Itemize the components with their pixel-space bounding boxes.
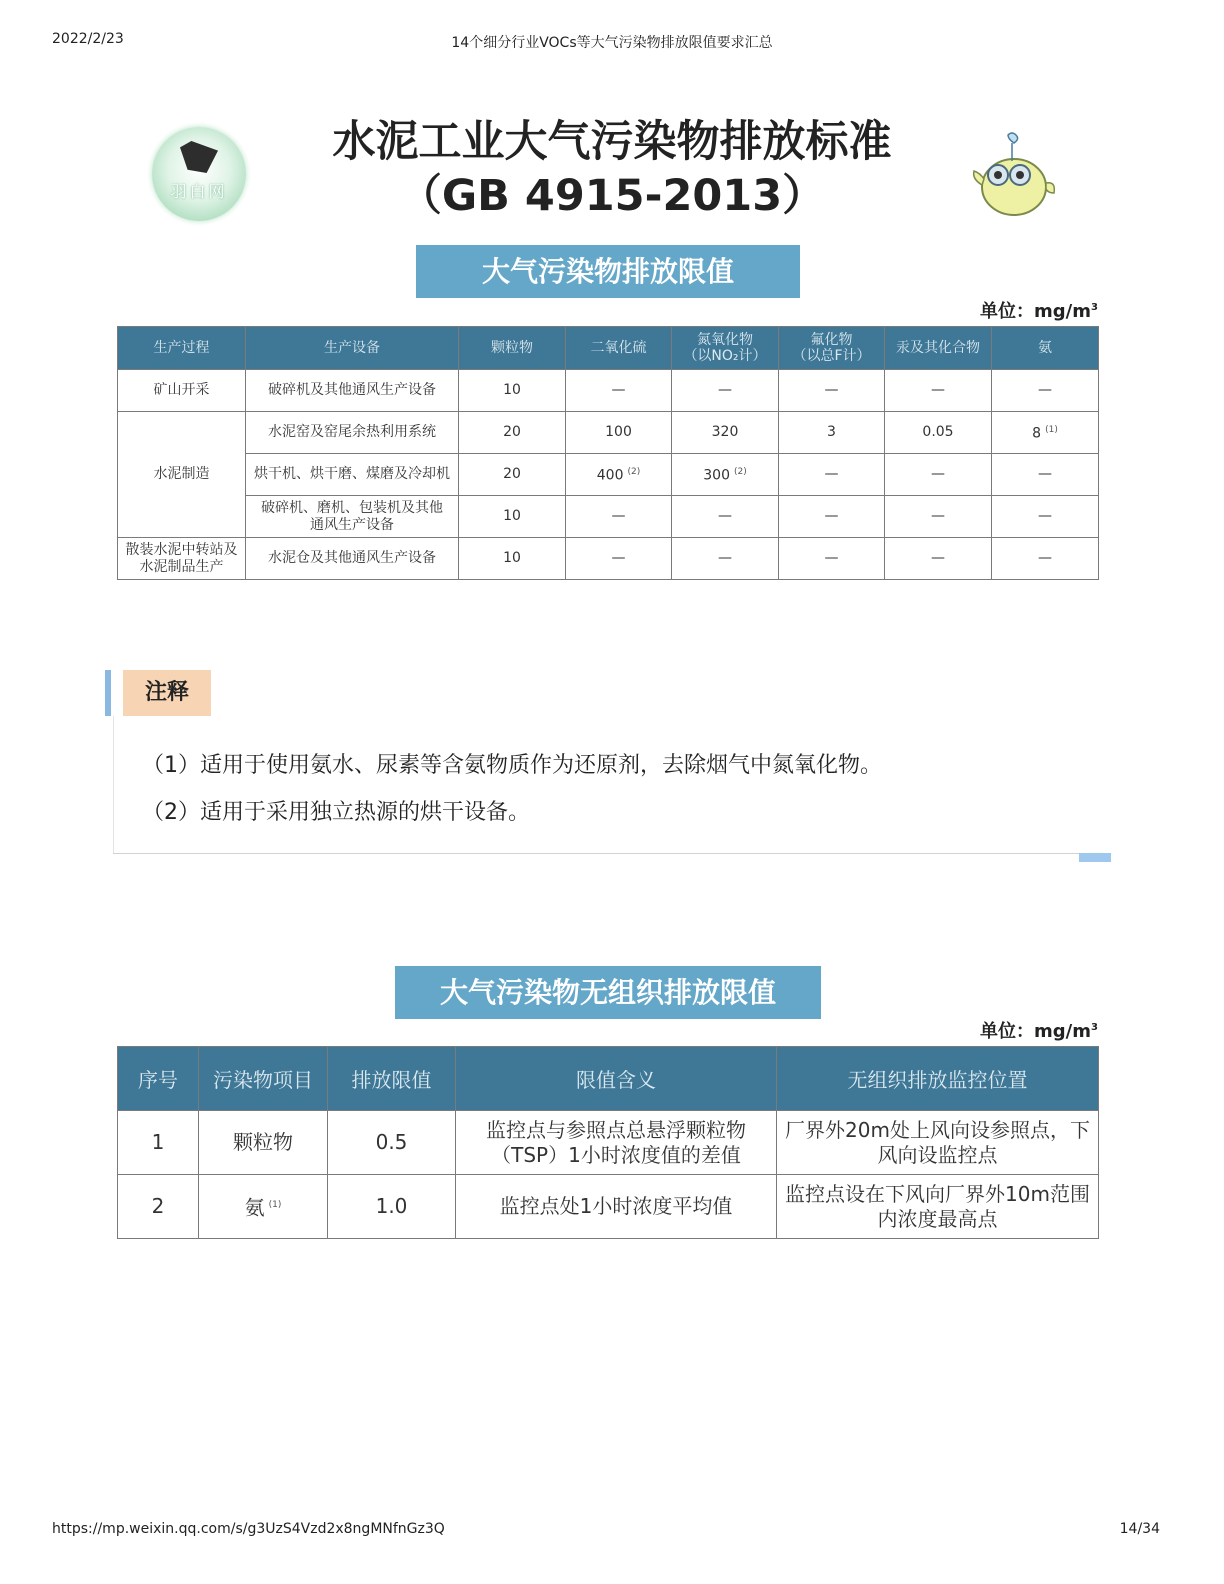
table-header-row	[118, 1047, 1099, 1111]
header-equipment: 生产设备	[246, 327, 459, 370]
cell-nox: —	[672, 538, 779, 580]
print-date: 2022/2/23	[52, 31, 124, 47]
cell-equipment: 烘干机、烘干磨、煤磨及冷却机	[246, 454, 459, 496]
table-row	[118, 454, 1099, 496]
footnote-ref: (2)	[733, 467, 747, 478]
cell-ammonia: 8 $^{(1)}$	[992, 412, 1099, 454]
page-number: 14/34	[1119, 1521, 1160, 1537]
header-no: 序号	[118, 1047, 199, 1111]
standard-code: （GB 4915-2013）	[398, 171, 826, 221]
emission-limits-table	[117, 326, 1099, 580]
cell-fluoride: 3	[779, 412, 885, 454]
cell-item: 氨 $^{(1)}$	[199, 1175, 328, 1239]
print-footer-url: https://mp.weixin.qq.com/s/g3UzS4Vzd2x8ngMNfnGz3Q	[52, 1521, 445, 1537]
header-location: 无组织排放监控位置	[777, 1047, 1099, 1111]
footnote-ref: (1)	[268, 1199, 282, 1210]
cell-limit: 1.0	[328, 1175, 456, 1239]
notes-accent-bar	[105, 670, 111, 716]
table-row	[118, 1111, 1099, 1175]
cell-equipment: 水泥仓及其他通风生产设备	[246, 538, 459, 580]
cell-so2: —	[566, 538, 672, 580]
cell-so2: —	[566, 496, 672, 538]
header-item: 污染物项目	[199, 1047, 328, 1111]
header-ammonia: 氨	[992, 327, 1099, 370]
footnote-ref: (1)	[1045, 425, 1058, 436]
cell-nox: 320	[672, 412, 779, 454]
cell-ammonia: —	[992, 370, 1099, 412]
table-row	[118, 1175, 1099, 1239]
header-nox: 氮氧化物 （以NO₂计）	[672, 327, 779, 370]
cell-pm: 10	[459, 538, 566, 580]
emission-limits-banner: 大气污染物排放限值	[416, 245, 800, 298]
table-row	[118, 412, 1099, 454]
note-item: （2）适用于采用独立热源的烘干设备。	[142, 800, 530, 825]
cell-pm: 10	[459, 370, 566, 412]
cell-meaning: 监控点处1小时浓度平均值	[456, 1175, 777, 1239]
cell-process: 水泥制造	[118, 412, 246, 538]
fugitive-limits-banner: 大气污染物无组织排放限值	[395, 966, 821, 1019]
cell-mercury: —	[885, 454, 992, 496]
cell-fluoride: —	[779, 538, 885, 580]
cell-nox: —	[672, 370, 779, 412]
footnote-ref: (2)	[627, 467, 641, 478]
notes-label: 注释	[123, 670, 211, 716]
cell-nox: —	[672, 496, 779, 538]
table-row	[118, 496, 1099, 538]
cell-fluoride: —	[779, 496, 885, 538]
cell-process: 散装水泥中转站及水泥制品生产	[118, 538, 246, 580]
cell-fluoride: —	[779, 454, 885, 496]
cell-equipment: 水泥窑及窑尾余热利用系统	[246, 412, 459, 454]
table-header-row	[118, 327, 1099, 370]
cell-ammonia: —	[992, 454, 1099, 496]
header-limit: 排放限值	[328, 1047, 456, 1111]
cell-mercury: —	[885, 538, 992, 580]
cell-so2: —	[566, 370, 672, 412]
note-item: （1）适用于使用氨水、尿素等含氨物质作为还原剂，去除烟气中氮氧化物。	[142, 753, 882, 778]
cell-ammonia: —	[992, 496, 1099, 538]
header-meaning: 限值含义	[456, 1047, 777, 1111]
cell-location: 监控点设在下风向厂界外10m范围内浓度最高点	[777, 1175, 1099, 1239]
cell-item: 颗粒物	[199, 1111, 328, 1175]
cell-equipment: 破碎机、磨机、包装机及其他通风生产设备	[246, 496, 459, 538]
notes-divider	[113, 853, 1079, 854]
document-title: 水泥工业大气污染物排放标准	[332, 117, 892, 167]
header-fluoride: 氟化物 （以总F计）	[779, 327, 885, 370]
cell-mercury: —	[885, 370, 992, 412]
cell-process: 矿山开采	[118, 370, 246, 412]
cell-mercury: 0.05	[885, 412, 992, 454]
logo-text: 羽白网	[170, 182, 228, 201]
table-row	[118, 538, 1099, 580]
notes-divider-accent	[1079, 853, 1111, 862]
fugitive-limits-table	[117, 1046, 1099, 1239]
cell-limit: 0.5	[328, 1111, 456, 1175]
unit-label: 单位：$mg/m^3$	[980, 1021, 1098, 1042]
header-process: 生产过程	[118, 327, 246, 370]
table-row	[118, 370, 1099, 412]
cell-so2: 100	[566, 412, 672, 454]
cell-pm: 20	[459, 412, 566, 454]
cell-no: 2	[118, 1175, 199, 1239]
cell-mercury: —	[885, 496, 992, 538]
print-header-title: 14个细分行业VOCs等大气污染物排放限值要求汇总	[451, 35, 773, 51]
cell-nox: 300 $^{(2)}$	[672, 454, 779, 496]
header-pm: 颗粒物	[459, 327, 566, 370]
unit-label: 单位：$mg/m^3$	[980, 301, 1098, 322]
header-mercury: 汞及其化合物	[885, 327, 992, 370]
header-so2: 二氧化硫	[566, 327, 672, 370]
cell-equipment: 破碎机及其他通风生产设备	[246, 370, 459, 412]
cell-so2: 400 $^{(2)}$	[566, 454, 672, 496]
cell-ammonia: —	[992, 538, 1099, 580]
cell-meaning: 监控点与参照点总悬浮颗粒物（TSP）1小时浓度值的差值	[456, 1111, 777, 1175]
cell-fluoride: —	[779, 370, 885, 412]
cell-pm: 10	[459, 496, 566, 538]
notes-border-left	[113, 716, 114, 854]
cell-location: 厂界外20m处上风向设参照点，下风向设监控点	[777, 1111, 1099, 1175]
cell-pm: 20	[459, 454, 566, 496]
cell-no: 1	[118, 1111, 199, 1175]
